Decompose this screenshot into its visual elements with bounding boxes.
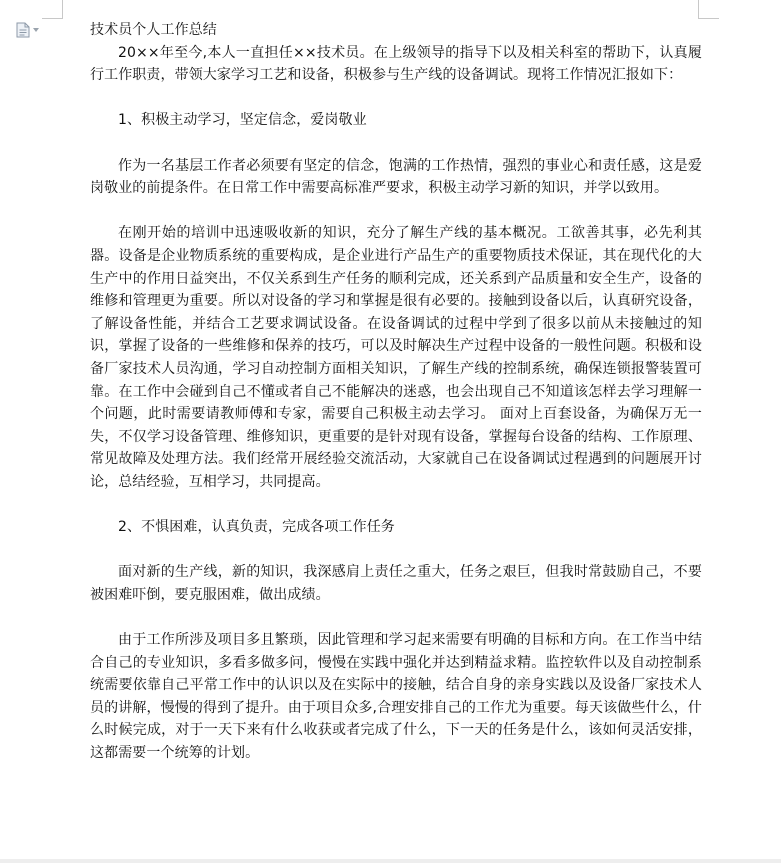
document-body[interactable] xyxy=(90,19,702,787)
document-title: 技术员个人工作总结 xyxy=(90,22,217,38)
section-1-paragraph-2: 在刚开始的培训中迅速吸收新的知识，充分了解生产线的基本概况。工欲善其事，必先利其器。设备是企业物质系统的重要构成，是企业进行产品生产的重要物质技术保证，其在现代化的大生产中的作用日益突出，不仅关系到生产任务的顺利完成，还关系到产品质量和安全生产，设备的维修和管理更为重要。所以对设备的学习和掌握是很有必要的。接触到设备以后，认真研究设备，了解设备性能，并结合工艺要求调试设备。在设备调试的过程中学到了很多以前从未接触过的知识，掌握了设备的一些维修和保养的技巧，可以及时解决生产过程中设备的一般性问题。积极和设备厂家技术人员沟通，学习自动控制方面相关知识，了解生产线的控制系统，确保连锁报警装置可靠。在工作中会碰到自己不懂或者自己不能解决的迷惑，也会出现自己不知道该怎样去学习理解一个问题，此时需要请教师傅和专家，需要自己积极主动去学习。 面对上百套设备，为确保万无一失，不仅学习设备管理、维修知识，更重要的是针对现有设备，掌握每台设备的结构、工作原理、常见故障及处理方法。我们经常开展经验交流活动，大家就自己在设备调试过程遇到的问题展开讨论，总结经验，互相学习，共同提高。 xyxy=(90,225,702,490)
intro-paragraph: 20××年至今,本人一直担任××技术员。在上级领导的指导下以及相关科室的帮助下，认真履行工作职责，带领大家学习工艺和设备，积极参与生产线的设备调试。现将工作情况汇报如下： xyxy=(90,44,702,84)
page-bottom-edge xyxy=(0,859,781,863)
document-icon[interactable] xyxy=(16,22,39,38)
margin-corner-left xyxy=(42,0,63,19)
section-2-paragraph-2: 由于工作所涉及项目多且繁琐，因此管理和学习起来需要有明确的目标和方向。在工作当中结合自己的专业知识，多看多做多问，慢慢在实践中强化并达到精益求精。监控软件以及自动控制系统需要依靠自己平常工作中的认识以及在实际中的接触，结合自身的亲身实践以及设备厂家技术人员的讲解，慢慢的得到了提升。由于项目众多,合理安排自己的工作尤为重要。每天该做些什么，什么时候完成，对于一天下来有什么收获或者完成了什么，下一天的任务是什么，该如何灵活安排，这都需要一个统筹的计划。 xyxy=(90,632,702,761)
section-1-heading: 1、积极主动学习，坚定信念，爱岗敬业 xyxy=(118,112,367,129)
chevron-down-icon xyxy=(33,28,39,32)
section-2-paragraph-1: 面对新的生产线，新的知识，我深感肩上责任之重大，任务之艰巨，但我时常鼓励自己，不要被困难吓倒，要克服困难，做出成绩。 xyxy=(90,564,702,603)
margin-corner-right xyxy=(698,0,719,19)
section-1-paragraph-1: 作为一名基层工作者必须要有坚定的信念，饱满的工作热情，强烈的事业心和责任感，这是爱岗敬业的前提条件。在日常工作中需要高标准严要求，积极主动学习新的知识，并学以致用。 xyxy=(90,157,702,197)
section-2-heading: 2、不惧困难，认真负责，完成各项工作任务 xyxy=(118,519,395,536)
document-page-icon xyxy=(16,22,30,38)
